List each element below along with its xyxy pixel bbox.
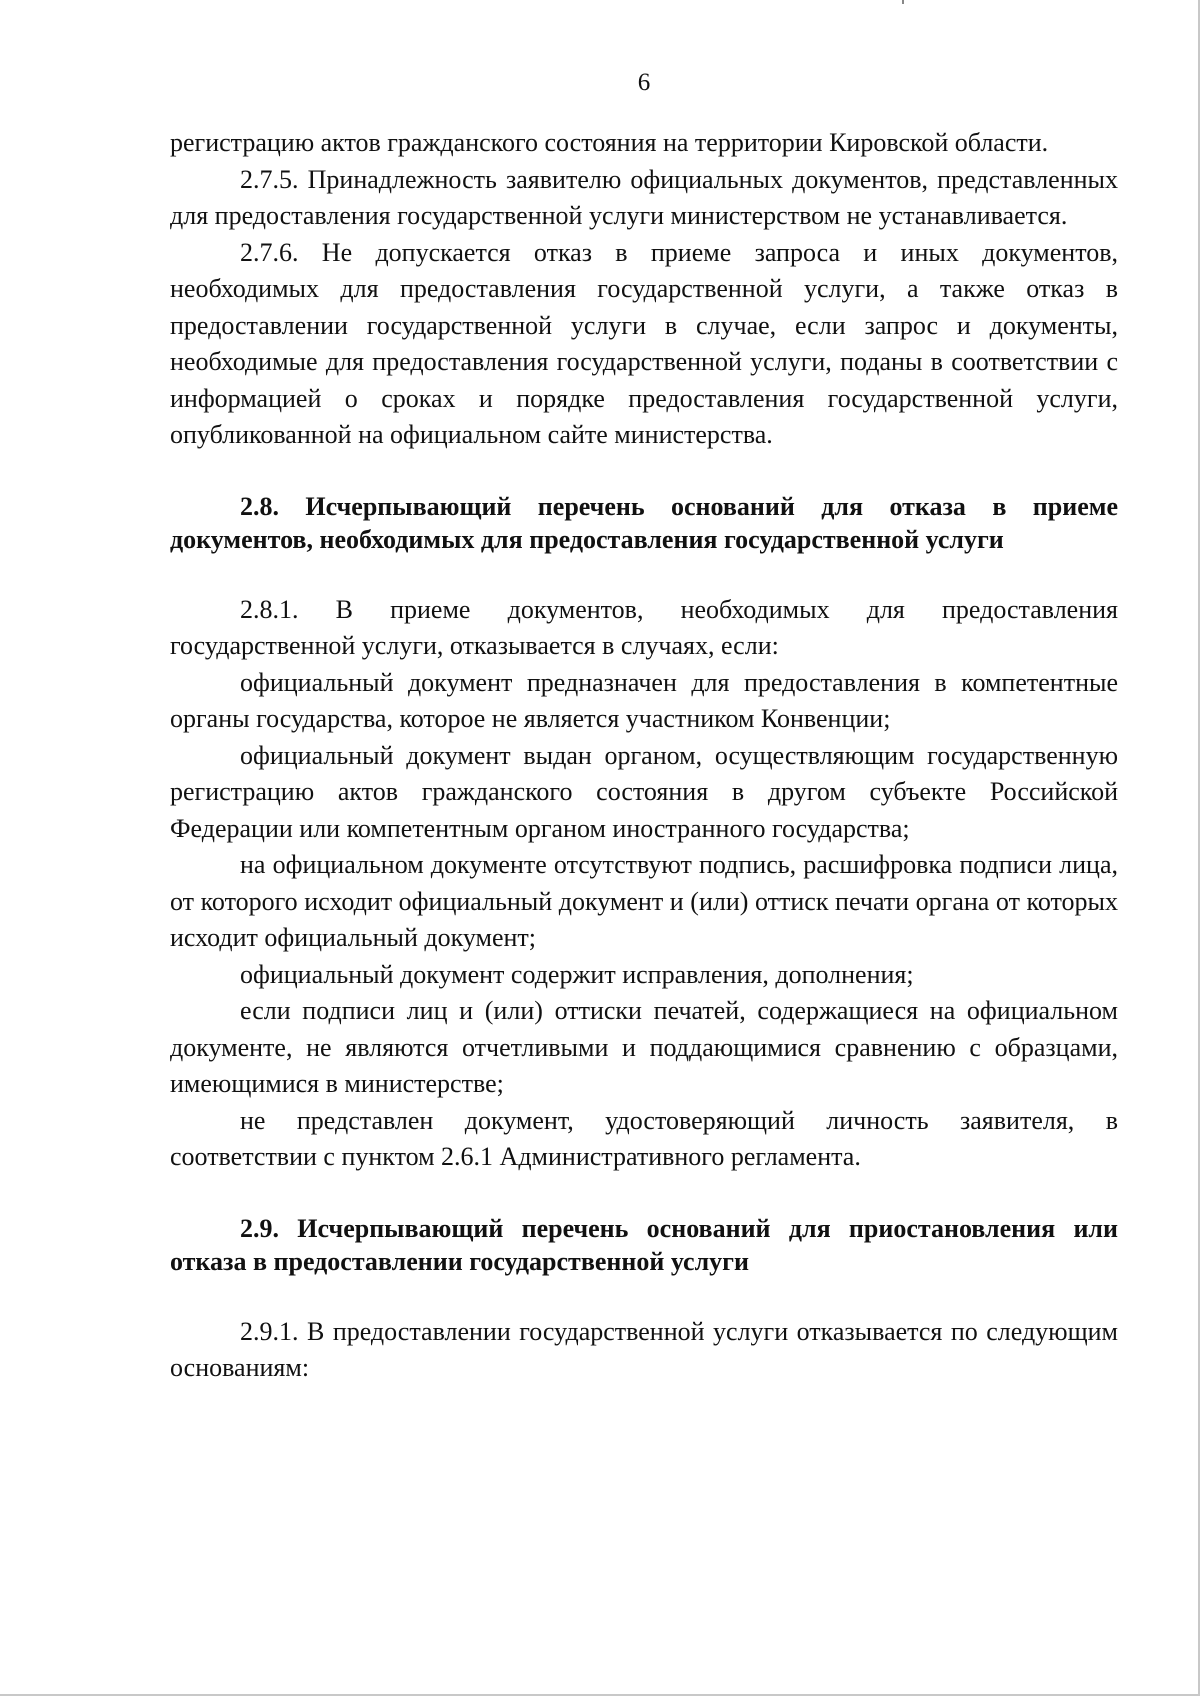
section-heading-2-8: 2.8. Исчерпывающий перечень оснований для отказа в приеме документов, необходимых для предоставления государственной услуги <box>170 491 1118 554</box>
paragraph-continuation: регистрацию актов гражданского состояния на территории Кировской области. <box>170 128 1049 157</box>
scan-mark <box>902 0 904 4</box>
spacer <box>170 1278 1118 1314</box>
paragraph-2-7-6: 2.7.6. Не допускается отказ в приеме запроса и иных документов, необходимых для предоставления государственной услуги, а также отказ в предоставлении государственной услуги в случае, если запрос и документы, необходимые для предоставления государственной услуги, поданы в соответствии с информацией о сроках и порядке предоставления государственной услуги, опубликованной на официальном сайте министерства. <box>170 237 1118 449</box>
paragraph-2-7-5: 2.7.5. Принадлежность заявителю официальных документов, представленных для предоставления государственной услуги министерством не устанавливается. <box>170 164 1118 230</box>
spacer <box>170 454 1118 490</box>
list-item-ground: если подписи лиц и (или) оттиски печатей, содержащиеся на официальном документе, не являются отчетливыми и поддающимися сравнению с образцами, имеющимися в министерстве; <box>170 996 1118 1098</box>
spacer <box>170 1176 1118 1212</box>
paragraph-2-8-1: 2.8.1. В приеме документов, необходимых для предоставления государственной услуги, отказывается в случаях, если: <box>170 594 1118 660</box>
document-body <box>170 125 1118 1387</box>
list-item-ground: официальный документ выдан органом, осуществляющим государственную регистрацию актов гражданского состояния в другом субъекте Российской Федерации или компетентным органом иностранного государства; <box>170 740 1118 843</box>
paragraph-2-9-1: 2.9.1. В предоставлении государственной услуги отказывается по следующим основаниям: <box>170 1316 1118 1382</box>
spacer <box>170 556 1118 592</box>
page-number: 6 <box>637 69 651 96</box>
list-item-ground: официальный документ предназначен для предоставления в компетентные органы государства, которое не является участником Конвенции; <box>170 667 1118 733</box>
list-item-ground: не представлен документ, удостоверяющий личность заявителя, в соответствии с пунктом 2.6.1 Административного регламента. <box>170 1105 1118 1171</box>
list-item-ground: официальный документ содержит исправления, дополнения; <box>240 959 914 989</box>
list-item-ground: на официальном документе отсутствуют подпись, расшифровка подписи лица, от которого исходит официальный документ и (или) оттиск печати органа от которых исходит официальный документ; <box>170 850 1118 952</box>
section-heading-2-9: 2.9. Исчерпывающий перечень оснований для приостановления или отказа в предоставлении государственной услуги <box>170 1213 1118 1276</box>
